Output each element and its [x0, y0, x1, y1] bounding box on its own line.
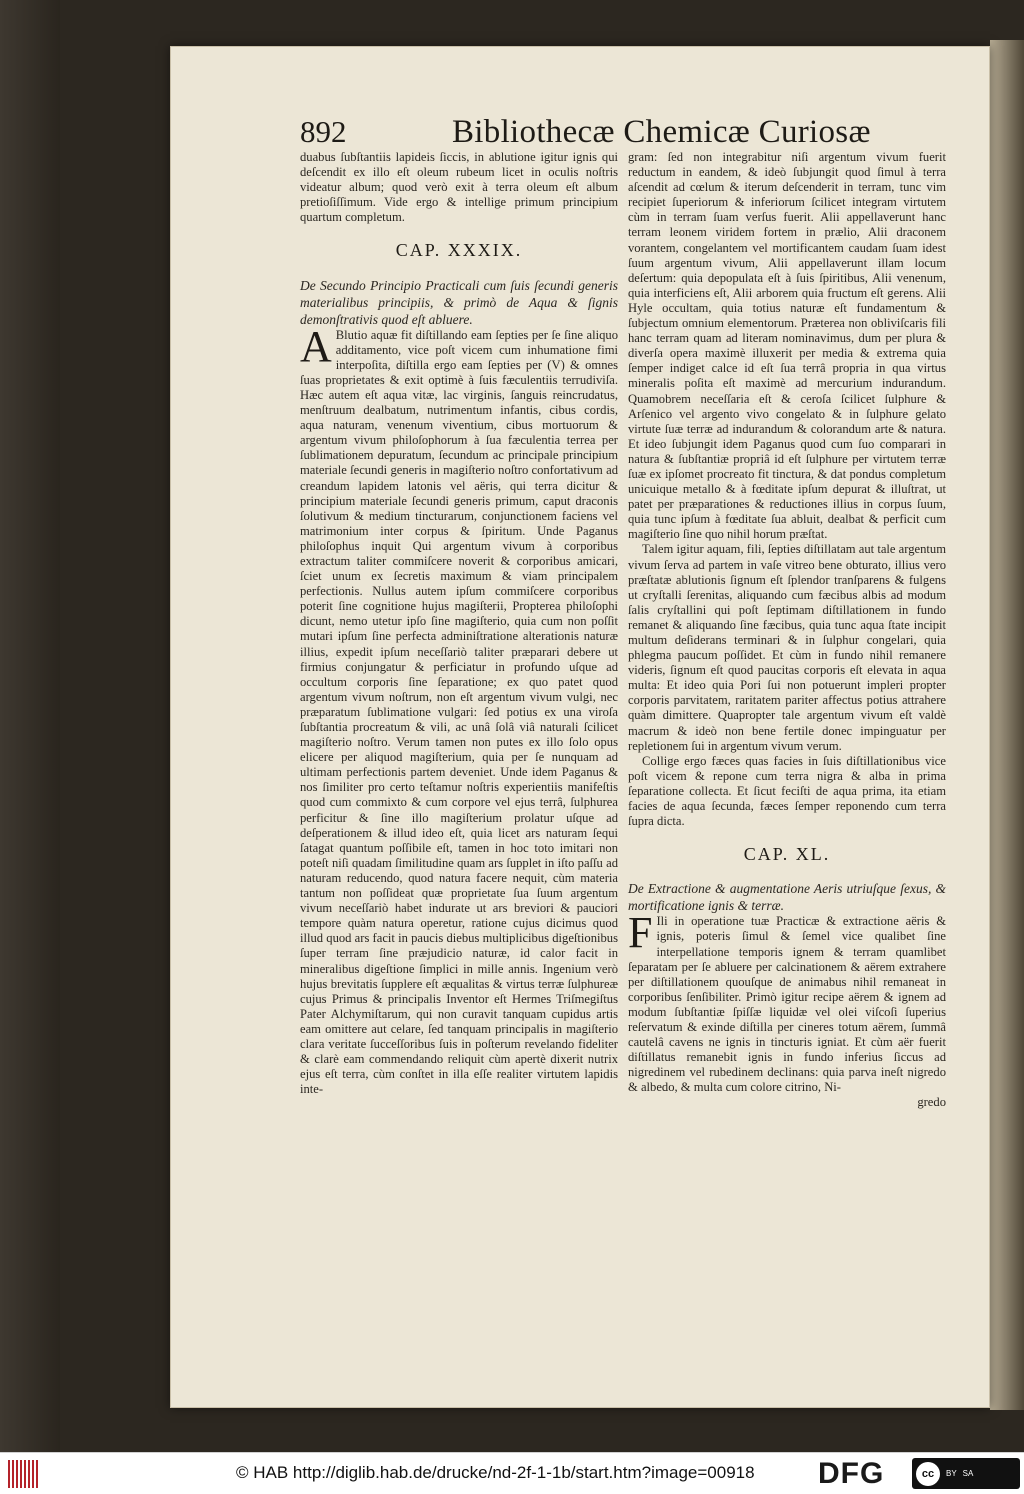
right-paragraph-2: Talem igitur aquam, fili, ſepties diſtillatam aut tale argentum vivum ſerva ad partem in vaſe vitreo bene obturato, illius vero præſtatæ ablutionis ſignum eſt ſplendor tranſparens & fulgens ut cryſtalli ſerenitas, aliquando cum fæcibus albis ad modum ſalis cryſtallini qui poſt ſeptimam diſtillationem in fundo remanet & aliquando ſine fæcibus, quia tunc aqua ſtate incipit multum deſiderans terminari & in ſulphur congelari, quia phlegma paucum poſſidet. Et cùm in fundo nihil remanere videris, ſignum eſt quod paucitas corporis eſt elevata in aqua multa: Et ideo quia Pori ſui non potuerunt impleri propter corporis parvitatem, raritatem pariter affectus potius attrahere quàm dimittere. Quapropter tale argentum vivum eſt valdè macrum & ideò non bene fertile donec impinguatur per repletionem ſui in argentum vivum verum. — [628, 542, 946, 753]
right-paragraph-3: Collige ergo fæces quas facies in ſuis diſtillationibus vice poſt vicem & repone cum terra nigra & alba in prima ſeparatione collecta. Et ſicut feciſti de aqua prima, ita etiam facies de aqua ſecunda, fæces ſemper reponendo cum terra ſupra dicta. — [628, 753, 946, 829]
page-number: 892 — [300, 114, 347, 149]
dropcap-a: A — [300, 321, 332, 371]
right-paragraph-4-text: Ili in operatione tuæ Practicæ & extractione aëris & ignis, poteris ſimul & ſemel vice qualibet ſine interpellatione temporis ignem & terram quamlibet ſeparatam per ſe abluere per calcinationem & aërem extrahere per diſtillationem quouſque de animabus nihil remaneat in corporibus ſenſibiliter. Primò igitur recipe aërem & ignem ad modum ſubſtantiæ ſpiſſæ liquidæ vel olei viſcoſi ſuperius reſervatum & exinde diſtilla per cineres totum aërem, ſummâ cautelâ cavens ne ignis in tincturis igniat. Et cùm aër fuerit diſtillatus remanebit ignis in fundo inferius ſiccus ad nigredinem vel rubedinem declinans: quia parva ineſt nigredo & albedo, & multa cum colore citrino, Ni- — [628, 914, 946, 1095]
left-body-paragraph — [300, 321, 618, 1098]
page-edge — [990, 40, 1024, 1410]
viewer-footer — [0, 1452, 1024, 1494]
source-link[interactable]: © HAB http://diglib.hab.de/drucke/nd-2f-1-1b/start.htm?image=00918 — [236, 1463, 755, 1482]
book-page — [170, 46, 990, 1408]
left-column — [300, 150, 618, 1097]
chapter-rubric-40: De Extractione & augmentatione Aeris utriuſque ſexus, & mortificatione ignis & terræ. — [628, 881, 946, 914]
sa-label: SA — [962, 1469, 974, 1478]
cc-icon: cc — [916, 1462, 940, 1486]
dfg-logo: DFG — [818, 1457, 885, 1490]
dropcap-f: F — [628, 908, 653, 958]
right-column — [628, 150, 946, 1111]
running-head: Bibliothecæ Chemicæ Curiosæ — [452, 114, 871, 150]
left-opening-text: duabus ſubſtantiis lapideis ſiccis, in ablutione igitur ignis qui deſcendit ex illo eſt oleum rubeum licet in oculis noſtris videatur album; quod verò exit à terra oleum eſt album pretioſiſſimum. Vide ergo & intellige primum principium quartum completum. — [300, 150, 618, 225]
chapter-heading-39: CAP. XXXIX. — [395, 240, 523, 261]
cc-license-badge[interactable] — [912, 1458, 1020, 1489]
hab-logo-icon — [8, 1460, 40, 1488]
right-paragraph-1: gram: ſed non integrabitur niſi argentum vivum fuerit reductum in eandem, & ideò ſubjungit quod ſimul à terra aſcendit ad cœlum & iterum deſcenderit in terram, tunc vim recipiet ſuperiorum & inferiorum ſcilicet integram virtutem cùm in terram ſuam verſus fuerit. Alii appellaverunt hanc terram leonem viridem fortem in prælio, Alii draconem vorantem, congelantem vel mortificantem caudam ſuam idest ſuum argentum vivum, Alii appellaverunt illam locum deſertum: quia depopulata eſt à ſuis ſpiritibus, Alii venenum, quia interficiens eſt, Alii arborem quia fructum eſt gerens. Alii Hyle occultam, quia totius naturæ eſt fundamentum & ſubjectum omnium elementorum. Præterea non obliviſcaris fili hanc terram quam ad literam nominavimus, dum per plura & diverſa opera maximè illuxerit per media & extrema quia ſemper indiget calce id eſt ſua terrâ propria in qua virtus mineralis poſita eſt maximè ad mercurium indurandum. Quamobrem neceſſaria eſt & ceroſa ſcilicet ſulphure & Arſenico vel argento vivo congelato & in ſulphure gelato virtute ſuæ terræ ad indurandum & colorandum arte & natura. Et ideo ſubjungit idem Paganus quod cum ſuo comparari in natura & ſubſtantiæ propriâ id eſt ſulphure per virtutem terræ ſuæ ex ipſomet procreato fit tinctura, & dat pondus completum unicuique metallo & à fœditate ipſum depurat & illuſtrat, ut patet per præparationes & reductiones illius in corpus ſuum, quia tunc ipſum à fœditate ſua abluit, dealbat & perficit cum magiſterio ſine quo nihil horum præſtat. — [628, 150, 946, 542]
left-body-text: Blutio aquæ fit diſtillando eam ſepties per ſe ſine aliquo additamento, vice poſt vicem cum inhumatione fimi interpoſita, diſtilla ergo eam ſepties per (V) & omnes ſuas proprietates & exit optimè à ſuis fæculentiis terrudiviſa. Hæc autem eſt aqua vitæ, lac virginis, ſanguis reincrudatus, menſtruum dealbatum, nutrimentum infantis, cibus cordis, aqua naturam, venenum viventium, cibus mortuorum & argentum vivum philoſophorum à ſua fæculentia terrea per ſublimationem depuratum, ſecundum ac principale principium materiale ſecundi generis in magiſterio noſtro confortativum ad creandum lapidem latonis vel aëris, qui terra dicitur & principium materiale ſecundi generis primum, caput draconis ſolutivum & medium tincturarum, conjunctionem faciens vel matrimonium inter corpus & ſpiritum. Unde Paganus philoſophus inquit Qui argentum vivum à corporibus extractum taliter commiſcere noverit & corporibus amicari, ſciet unum ex ſecretis maximum & viam principalem perfectionis. Nullus autem ipſum commiſcere corporibus poterit ſine cognitione hujus magiſterii, Propterea philoſophi dicunt, nemo utetur ipſo ſine magiſterio, quia cum non poſſit mutari ipſum ſine perfecta adminiſtratione alterationis naturæ illius, expedit ipſum neceſſariò taliter præparari debere ut firmius conjungatur & perficiatur in profundo uſque ad occultum corporis ſine ſeparatione; ex quo patet quod argentum vivum noſtrum, non eſt argentum vivum vulgi, nec præparatum ſublimatione vulgari: ſed potius ex una viroſa ſubſtantia procreatum & vili, ac unâ ſolâ viâ naturali ſcilicet magiſterio noſtro. Verum tamen non putes ex illo ſolo opus elicere per aliquod magiſterium, quia per ſe nunquam ad ultimam perfectionis partem deveniet. Unde idem Paganus & nos ſimiliter pro certo teſtamur noſtris experientiis manifeſtis quod cum commixto & cum corpore vel ejus terrâ, ſulphurea perficitur & ſine illo magiſterium prolatur uſque ad deſperationem & illud ideo eſt, quia licet ars naturam ſequi ſatagat quantum poſſibile eſt, tamen in hoc toto imitari non poteſt niſi quadam ſimilitudine quam ars ſupplet in iſto paſſu ad naturam reducendo, quod natura facere nequit, cùm materia tantum non poſſideat quæ proprietate ſua ſuum argentum vivum neceſſariò habet indurate ut ars breviori & pauciori tempore quàm natura operetur, ratione cujus dicimus quod illud quod ars facit in paucis diebus multiplicibus digeſtionibus ſuper terram ſine præjudicio naturæ, id calor facit in mineralibus digeſtione ſimplici in mille annis. Ingenium verò hujus brevitatis ſupplere eſt æqualitas & virtus terræ ſulphureæ cujus Primus & principalis Inventor eſt Hermes Triſmegiſtus Pater Alchymiſtarum, qui non curavit tanquam cupidus artis eam omittere aut celare, ſed tanquam principalis in magiſterio clara veritate ſucceſſoribus ſuis in poſterum revelando fideliter & clarè eam commendando reliquit cùm apertè dixerit nutrix ejus eſt terra, cùm conſtet in illa eſſe realiter virtutem lapidis inte- — [300, 327, 618, 1097]
right-paragraph-4 — [628, 908, 946, 1095]
by-label: BY — [946, 1469, 957, 1478]
catchword: gredo — [917, 1095, 946, 1110]
chapter-heading-40: CAP. XL. — [743, 844, 831, 865]
scanner-shadow — [0, 0, 60, 1452]
chapter-rubric-39: De Secundo Principio Practicali cum ſuis ſecundi generis materialibus principiis, & primò de Aqua & ſignis demonſtrativis quod eſt abluere. — [300, 277, 618, 327]
